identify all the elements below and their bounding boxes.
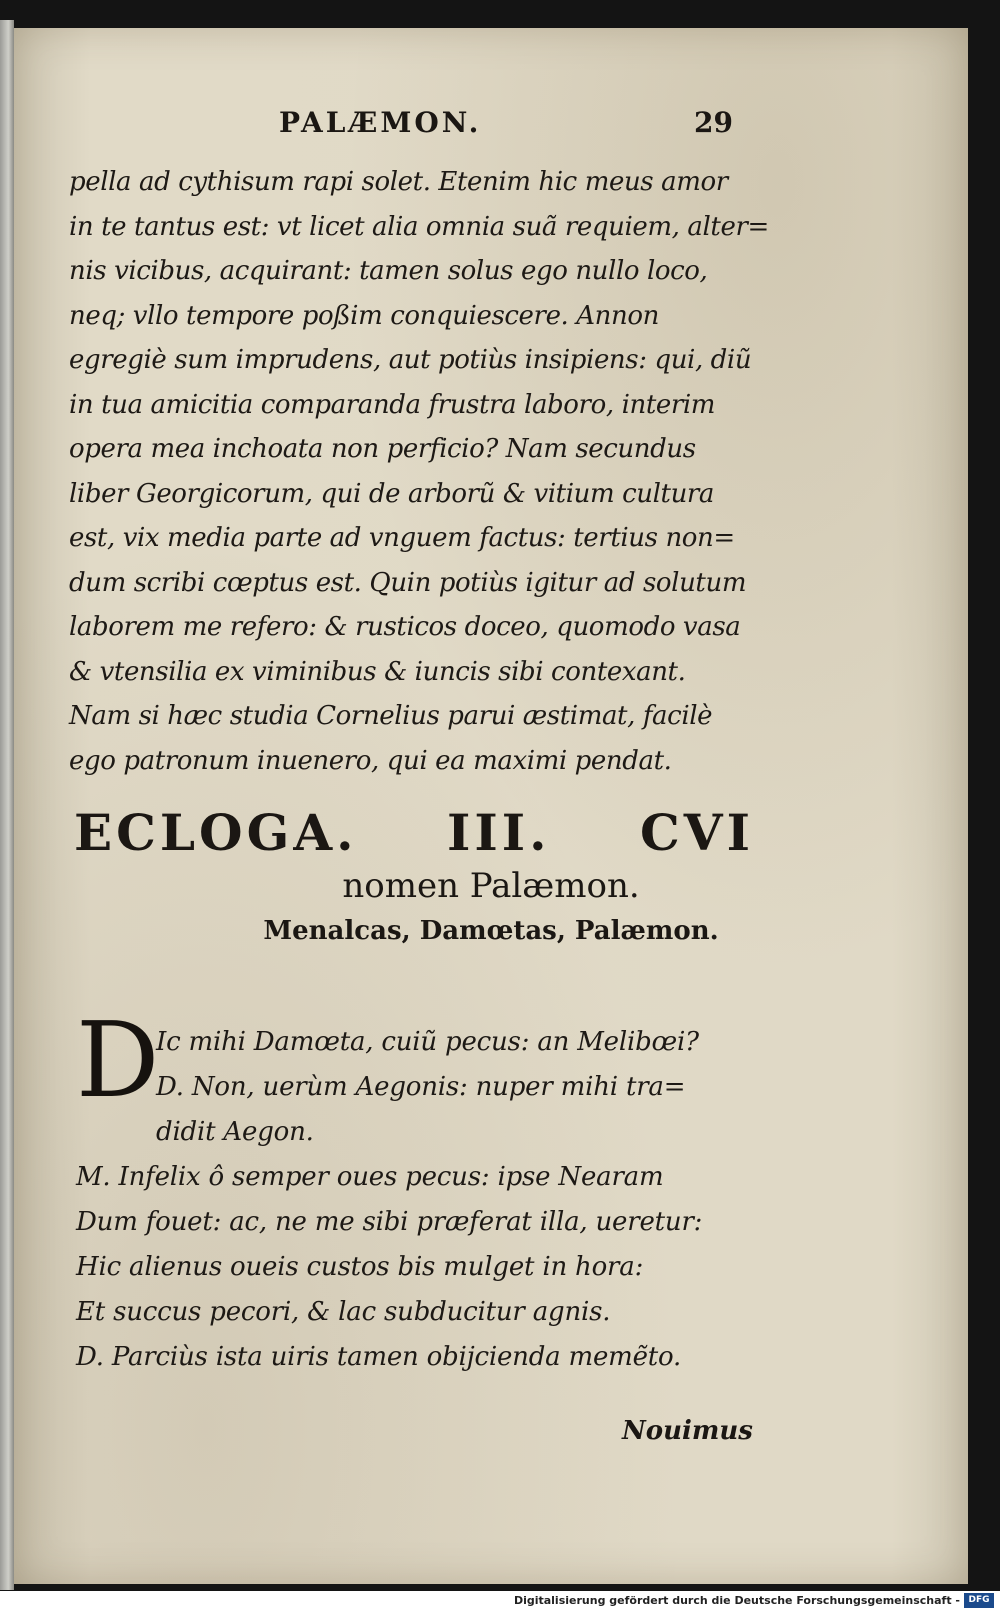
prose-block bbox=[69, 160, 769, 783]
prose-line: ego patronum inuenero, qui ea maximi pendat. bbox=[69, 745, 672, 776]
eclogue-subtitle: nomen Palæmon. bbox=[342, 866, 640, 906]
prose-line: nis vicibus, acquirant: tamen solus ego nullo loco, bbox=[69, 256, 708, 286]
verse-line: D. Parciùs ista uiris tamen obijcienda memẽto. bbox=[76, 1342, 682, 1372]
footer-credit: Digitalisierung gefördert durch die Deutsche Forschungsgemeinschaft - bbox=[513, 1594, 960, 1607]
running-head: PALÆMON. bbox=[279, 106, 482, 139]
digitization-footer bbox=[0, 1591, 1000, 1611]
eclogue-persons: Menalcas, Damœtas, Palæmon. bbox=[263, 916, 719, 946]
prose-line: dum scribi cœptus est. Quin potiùs igitur ad solutum bbox=[69, 567, 747, 598]
prose-line: Nam si hæc studia Cornelius parui æstimat, facilè bbox=[69, 701, 713, 731]
prose-line: laborem me refero: & rusticos doceo, quomodo vasa bbox=[69, 612, 741, 642]
verse-line: didit Aegon. bbox=[156, 1117, 314, 1147]
page-number: 29 bbox=[694, 106, 733, 139]
prose-line: est, vix media parte ad vnguem factus: tertius non= bbox=[69, 523, 735, 553]
prose-line: egregiè sum imprudens, aut potiùs insipiens: qui, diũ bbox=[69, 345, 752, 375]
drop-cap: D bbox=[76, 999, 160, 1121]
prose-line: & vtensilia ex viminibus & iuncis sibi contexant. bbox=[69, 656, 686, 687]
verse-line: Hic alienus oueis custos bis mulget in hora: bbox=[76, 1252, 644, 1282]
prose-line: liber Georgicorum, qui de arborũ & vitium cultura bbox=[69, 478, 715, 509]
dfg-logo-icon: DFG bbox=[964, 1593, 994, 1608]
prose-line: opera mea inchoata non perficio? Nam secundus bbox=[69, 434, 696, 464]
prose-line: in te tantus est: vt licet alia omnia suã requiem, alter= bbox=[69, 211, 769, 242]
verse-line: M. Infelix ô semper oues pecus: ipse Nearam bbox=[76, 1162, 664, 1192]
eclogue-heading: ECLOGA. III. CVI bbox=[74, 803, 754, 862]
page-edge bbox=[0, 20, 14, 1590]
prose-line: neq; vllo tempore poßim conquiescere. Annon bbox=[69, 300, 659, 331]
book-page bbox=[14, 28, 968, 1584]
verse-line: Et succus pecori, & lac subducitur agnis. bbox=[76, 1297, 611, 1327]
verse-block bbox=[76, 999, 766, 1380]
prose-line: in tua amicitia comparanda frustra laboro, interim bbox=[69, 389, 716, 420]
catchword: Nouimus bbox=[622, 1416, 753, 1446]
verse-line: D. Non, uerùm Aegonis: nuper mihi tra= bbox=[156, 1072, 686, 1102]
verse-line: Dum fouet: ac, ne me sibi præferat illa, ueretur: bbox=[76, 1207, 703, 1237]
verse-line: Ic mihi Damœta, cuiũ pecus: an Melibœi? bbox=[156, 1027, 699, 1057]
prose-line: pella ad cythisum rapi solet. Etenim hic meus amor bbox=[69, 167, 728, 197]
